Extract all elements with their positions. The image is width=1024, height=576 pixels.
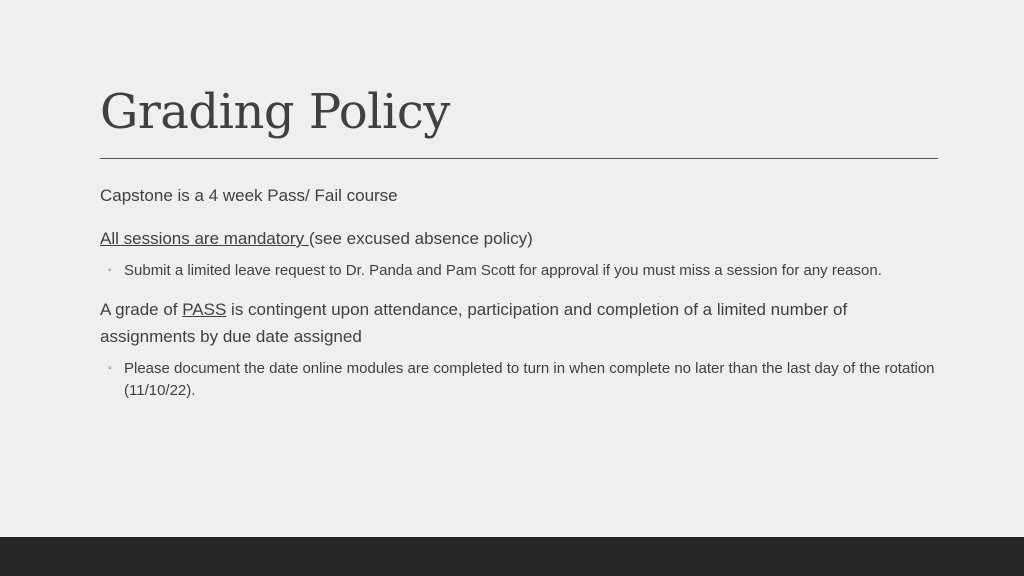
- mandatory-sessions-text: All sessions are mandatory: [100, 229, 309, 248]
- pass-bullets: [100, 358, 940, 402]
- pass-criteria-text: is contingent upon attendance, participation and completion of a limited number of assignments by due date assigned: [100, 300, 848, 346]
- paragraph-course-type: [100, 182, 940, 209]
- attendance-bullets: [100, 260, 940, 282]
- pass-emphasis: PASS: [182, 300, 227, 319]
- bullet-marker-icon: ◦: [108, 363, 112, 374]
- leave-request-text: Submit a limited leave request to Dr. Panda and Pam Scott for approval if you must miss a session for any reason.: [124, 262, 882, 279]
- course-type-text: Capstone is a 4 week Pass/ Fail course: [100, 186, 398, 205]
- module-documentation-text: Please document the date online modules are completed to turn in when complete no later than the last day of the rotation (11/10/22).: [124, 360, 935, 399]
- bullet-marker-icon: ◦: [108, 265, 112, 276]
- pass-intro-text: A grade of: [100, 300, 183, 319]
- paragraph-attendance: [100, 225, 940, 252]
- list-item: [100, 260, 940, 282]
- list-item: [100, 358, 940, 402]
- absence-policy-text: (see excused absence policy): [308, 229, 533, 248]
- footer-bar: [0, 537, 1024, 576]
- paragraph-pass-criteria: [100, 296, 940, 350]
- slide-title: Grading Policy: [100, 84, 450, 140]
- slide-body: [100, 182, 940, 416]
- title-divider: [100, 158, 938, 159]
